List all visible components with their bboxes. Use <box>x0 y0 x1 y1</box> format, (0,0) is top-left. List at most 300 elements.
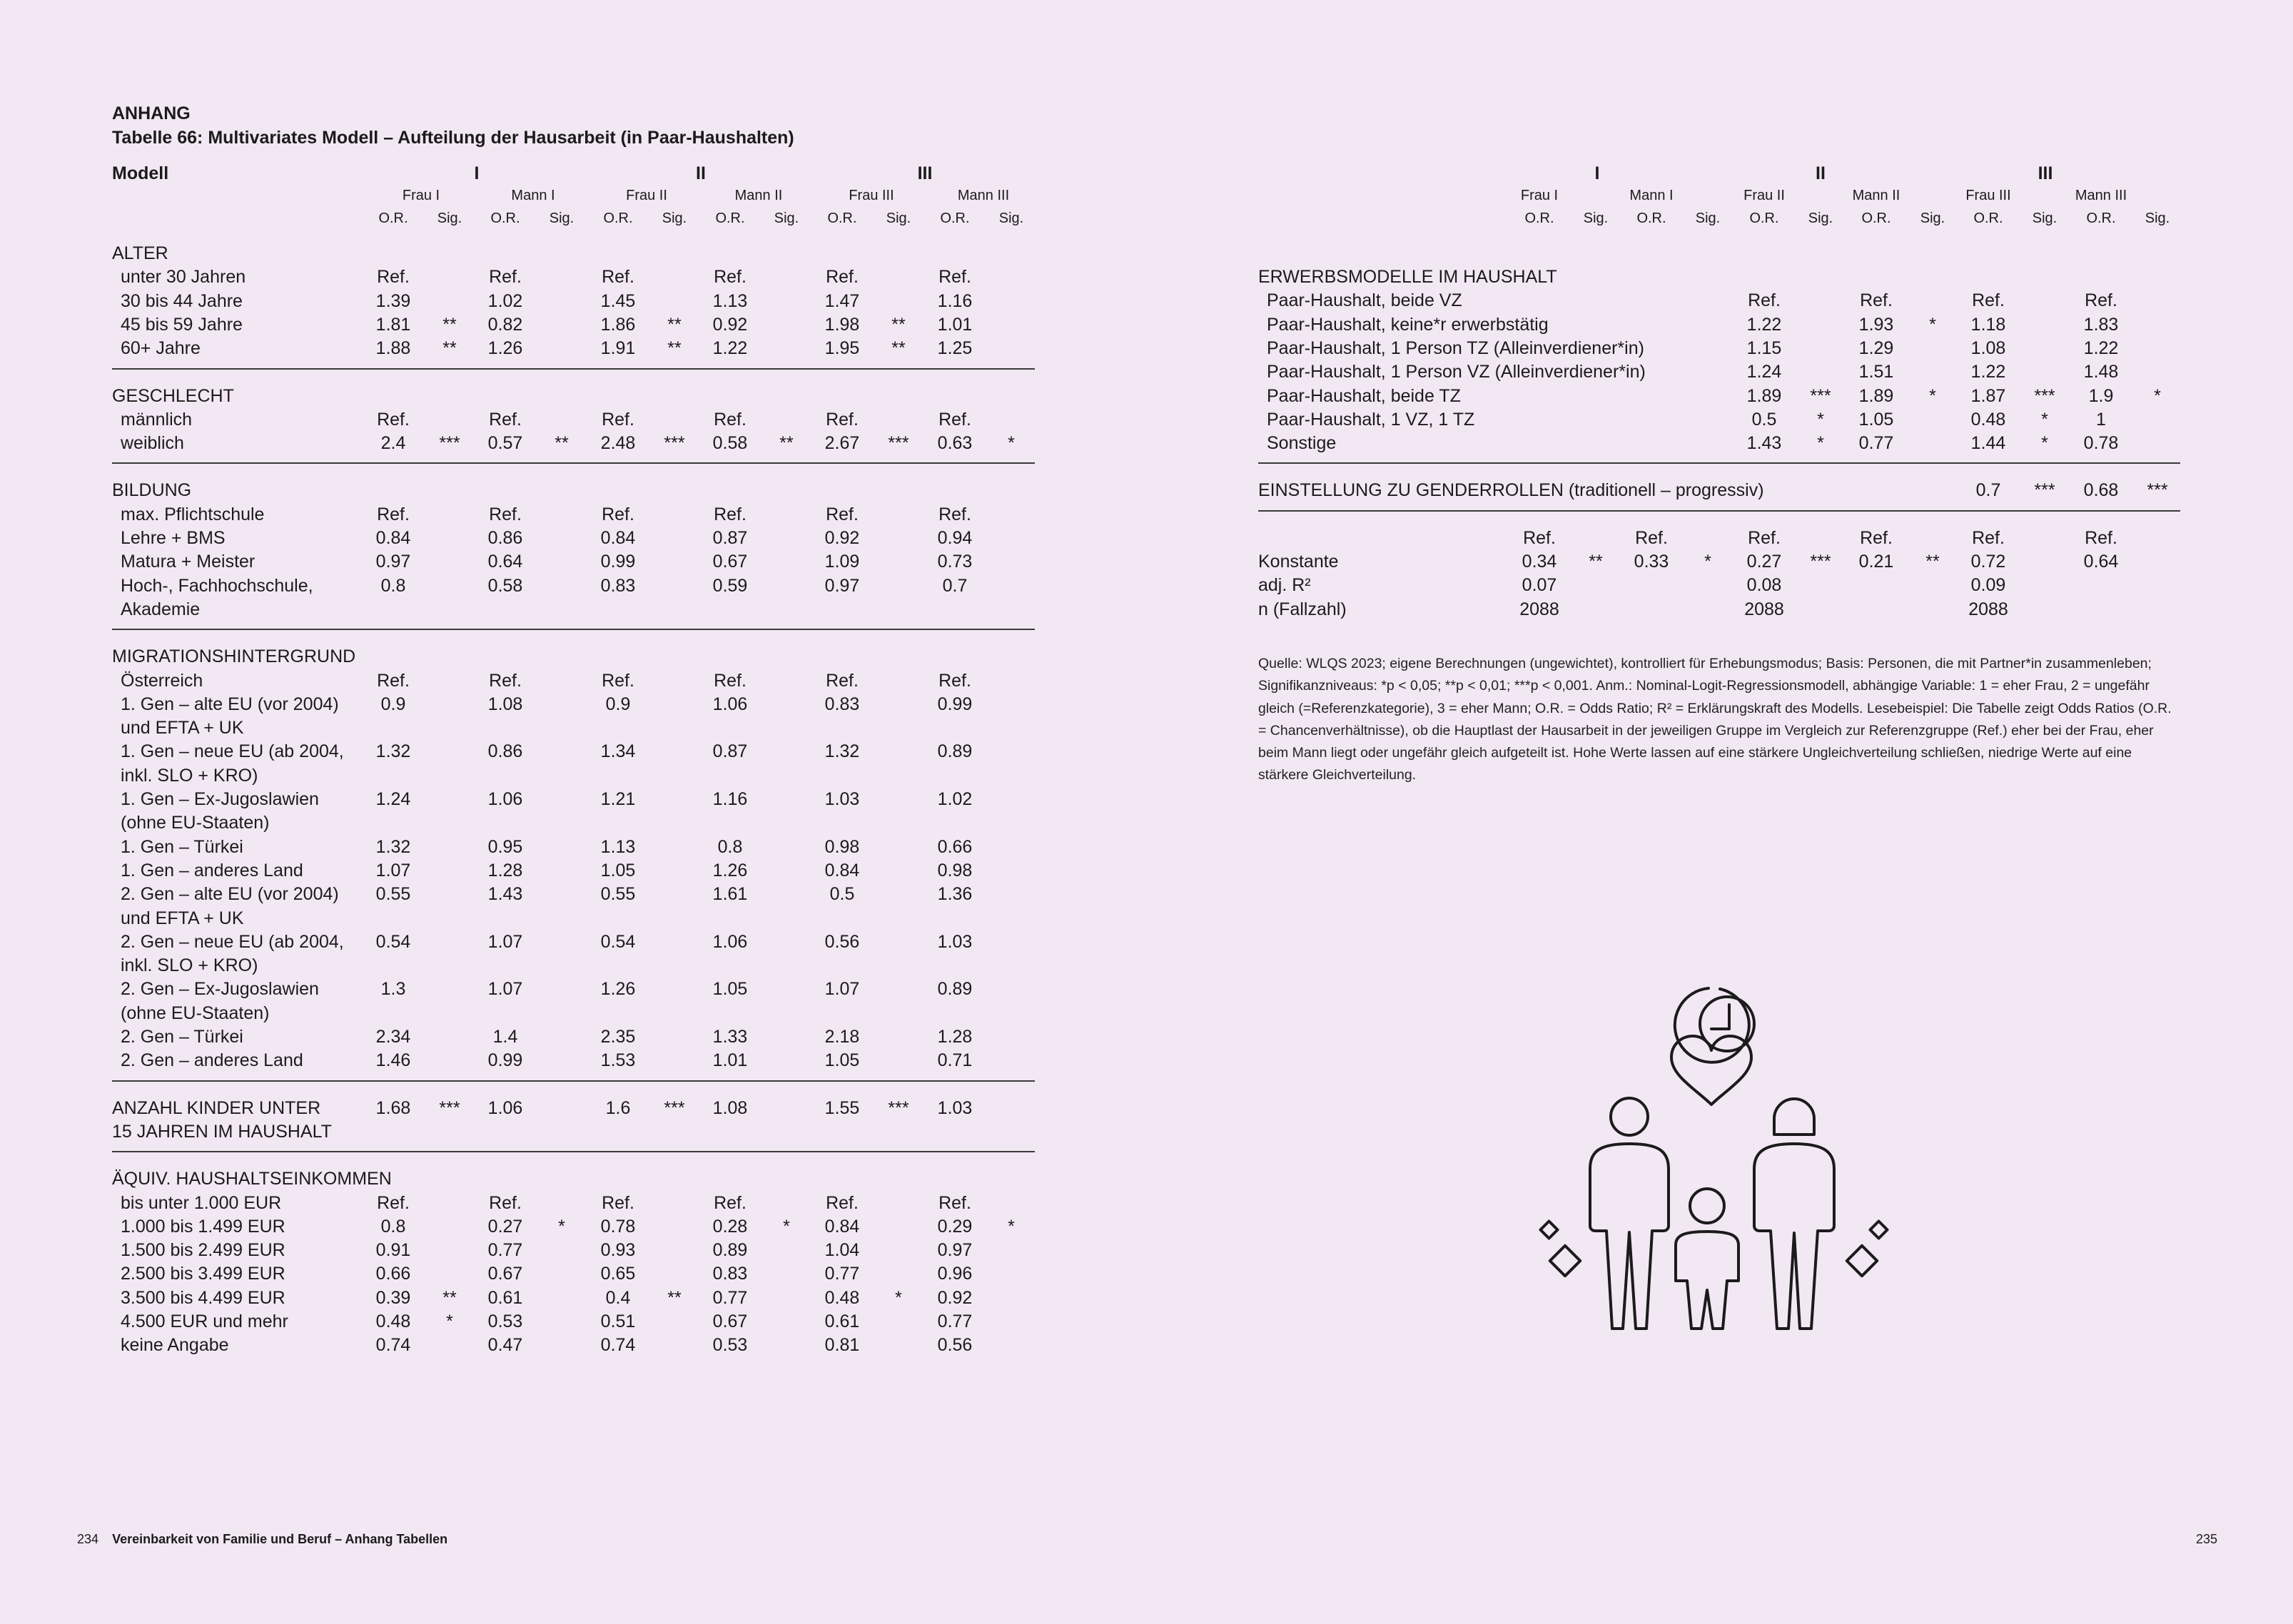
or-value: 2088 <box>1968 599 2008 619</box>
or-value: 0.59 <box>712 575 748 596</box>
or-value: 0.77 <box>712 1287 748 1308</box>
or-value: Ref. <box>377 409 410 430</box>
or-value: 1.34 <box>600 741 636 762</box>
row-label: inkl. SLO + KRO) <box>121 955 258 976</box>
row-label: weiblich <box>121 433 184 454</box>
or-value: 1.95 <box>824 338 860 359</box>
or-value: 1.07 <box>487 979 523 1000</box>
subgroup-label: Frau I <box>402 188 440 203</box>
or-value: Ref. <box>714 670 746 691</box>
or-value: 0.92 <box>712 314 748 335</box>
or-value: 1.36 <box>937 884 973 905</box>
or-column-label: O.R. <box>2086 210 2116 226</box>
or-value: 0.86 <box>487 741 523 762</box>
or-value: 0.67 <box>487 1264 523 1284</box>
or-column-label: O.R. <box>1636 210 1666 226</box>
row-label: 45 bis 59 Jahre <box>121 314 243 335</box>
row-label: 30 bis 44 Jahre <box>121 290 243 311</box>
significance-mark: ** <box>442 1287 457 1308</box>
or-value: 0.96 <box>937 1264 973 1284</box>
or-value: 0.21 <box>1858 552 1894 572</box>
or-value: Ref. <box>938 1192 971 1213</box>
or-value: 0.86 <box>487 528 523 548</box>
or-value: 1.81 <box>375 314 411 335</box>
significance-mark: *** <box>1810 552 1831 572</box>
subgroup-label: Mann III <box>957 188 1010 203</box>
or-value: 0.74 <box>375 1335 411 1356</box>
or-value: 0.53 <box>487 1311 523 1331</box>
sig-column-label: Sig. <box>662 210 687 226</box>
or-value: Ref. <box>714 504 746 524</box>
or-value: Ref. <box>1635 527 1668 548</box>
section-divider <box>112 1151 1035 1152</box>
or-value: 2.18 <box>824 1027 860 1047</box>
or-value: 1.32 <box>375 836 411 857</box>
significance-mark: * <box>1929 385 1936 406</box>
or-value: Ref. <box>826 670 859 691</box>
or-value: 0.72 <box>1970 552 2006 572</box>
significance-mark: ** <box>1925 552 1940 572</box>
significance-mark: * <box>1929 314 1936 335</box>
row-label: n (Fallzahl) <box>1258 599 1347 619</box>
or-value: 1.28 <box>487 860 523 880</box>
or-value: 0.5 <box>1751 409 1777 430</box>
section-divider <box>1258 462 2180 464</box>
significance-mark: ** <box>779 433 794 454</box>
footer-left <box>77 1532 447 1547</box>
or-value: 0.51 <box>600 1311 636 1331</box>
or-value: 1.22 <box>1970 362 2006 382</box>
or-value: Ref. <box>602 1192 634 1213</box>
or-value: 1.47 <box>824 290 860 311</box>
row-label: 60+ Jahre <box>121 338 201 359</box>
or-value: 0.84 <box>375 528 411 548</box>
or-value: 0.28 <box>712 1216 748 1237</box>
subgroup-label: Frau III <box>849 188 894 203</box>
group-label: II <box>1816 163 1826 183</box>
or-value: 1.13 <box>600 836 636 857</box>
or-value: Ref. <box>377 1192 410 1213</box>
significance-mark: * <box>783 1216 790 1237</box>
or-value: 0.58 <box>487 575 523 596</box>
or-column-label: O.R. <box>715 210 745 226</box>
or-value: 0.27 <box>1746 552 1782 572</box>
sig-column-label: Sig. <box>437 210 462 226</box>
or-value: 1.32 <box>375 741 411 762</box>
section-title: ÄQUIV. HAUSHALTSEINKOMMEN <box>112 1169 392 1189</box>
or-value: 1.08 <box>1970 338 2006 358</box>
significance-mark: *** <box>2147 480 2168 501</box>
or-value: 1.21 <box>600 789 636 809</box>
row-label: ANZAHL KINDER UNTER <box>112 1097 321 1118</box>
or-value: 1.06 <box>487 789 523 809</box>
section-divider <box>112 368 1035 370</box>
or-value: 0.82 <box>487 314 523 335</box>
or-value: 0.55 <box>375 884 411 905</box>
significance-mark: *** <box>888 1097 909 1118</box>
row-label: Paar-Haushalt, beide VZ <box>1267 290 1462 311</box>
or-value: Ref. <box>377 267 410 288</box>
row-label: bis unter 1.000 EUR <box>121 1192 282 1213</box>
significance-mark: * <box>558 1216 565 1237</box>
table-title: Tabelle 66: Multivariates Modell – Aufteilung der Hausarbeit (in Paar-Haushalten) <box>112 128 794 148</box>
or-value: 0.84 <box>824 1216 860 1237</box>
or-value: 1.91 <box>600 338 636 359</box>
or-value: Ref. <box>1972 527 2005 548</box>
page-number-left: 234 <box>77 1532 99 1546</box>
or-value: 1.05 <box>600 860 636 880</box>
row-label: (ohne EU-Staaten) <box>121 1003 270 1023</box>
or-value: 0.54 <box>600 931 636 952</box>
or-value: 1.55 <box>824 1097 860 1118</box>
group-label: I <box>474 163 480 183</box>
or-value: 0.65 <box>600 1264 636 1284</box>
sig-column-label: Sig. <box>886 210 911 226</box>
or-value: 0.73 <box>937 552 973 572</box>
or-value: Ref. <box>602 504 634 524</box>
or-value: 1.22 <box>1746 314 1782 335</box>
or-value: 0.53 <box>712 1335 748 1356</box>
or-value: 1.83 <box>2083 314 2119 335</box>
or-column-label: O.R. <box>603 210 633 226</box>
or-value: Ref. <box>938 670 971 691</box>
or-value: 0.83 <box>600 575 636 596</box>
or-value: 1.89 <box>1746 385 1782 406</box>
or-value: 1.26 <box>600 979 636 1000</box>
or-value: 1.05 <box>712 979 748 1000</box>
row-label: unter 30 Jahren <box>121 267 246 288</box>
or-value: 1.46 <box>375 1050 411 1071</box>
or-value: 0.97 <box>824 575 860 596</box>
sig-column-label: Sig. <box>1808 210 1833 226</box>
or-value: 1.3 <box>380 979 406 1000</box>
or-value: 1.05 <box>824 1050 860 1071</box>
or-value: 1.03 <box>824 789 860 809</box>
or-value: 1.89 <box>1858 385 1894 406</box>
significance-mark: * <box>2041 409 2048 430</box>
or-value: 1.03 <box>937 931 973 952</box>
sig-column-label: Sig. <box>2145 210 2170 226</box>
or-value: 0.9 <box>605 694 631 714</box>
subgroup-label: Frau II <box>1743 188 1785 203</box>
or-value: 1.87 <box>1970 385 2006 406</box>
row-label: Sonstige <box>1267 433 1337 454</box>
or-column-label: O.R. <box>827 210 857 226</box>
row-label: 1. Gen – neue EU (ab 2004, <box>121 741 344 762</box>
or-value: 1.07 <box>375 860 411 880</box>
or-value: 0.61 <box>487 1287 523 1308</box>
significance-mark: ** <box>442 314 457 335</box>
row-label: 4.500 EUR und mehr <box>121 1311 288 1331</box>
source-note: Quelle: WLQS 2023; eigene Berechnungen (ungewichtet), kontrolliert für Erhebungsmodus; Basis: Personen, die mit Partner*in zusammenleben; Signifikanzniveaus: *p < 0,05; **p < 0,01; ***p < 0,001. Anm.: Nominal-Logit-Regressionsmodell, abhängige Variable: 1 = eher Frau, 2 = ungefähr gleich (=Referenzkategorie), 3 = eher Mann; O.R. = Odds Ratio; R² = Erklärungskraft des Modells. Lesebeispiel: Die Tabelle zeigt Odds Ratios (O.R. = Chancenverhältnisse), ob die Hauptlast der Hausarbeit in der jeweiligen Gruppe im Vergleich zur Referenzgruppe (Ref.) eher bei der Frau, eher beim Mann liegt oder ungefähr gleich aufgeteilt ist. Hohe Werte lassen auf eine stärkere Ungleichverteilung schließen, niedrige Werte auf eine stärkere Gleichverteilung. <box>1258 656 2172 783</box>
or-value: 0.4 <box>605 1287 631 1308</box>
row-label: 2.500 bis 3.499 EUR <box>121 1264 285 1284</box>
significance-mark: *** <box>664 1097 685 1118</box>
significance-mark: *** <box>439 1097 460 1118</box>
or-value: 0.07 <box>1522 575 1557 596</box>
or-value: 1.9 <box>2088 385 2114 406</box>
or-value: 1.04 <box>824 1240 860 1261</box>
or-value: Ref. <box>826 1192 859 1213</box>
or-value: Ref. <box>714 1192 746 1213</box>
significance-mark: ** <box>1589 552 1603 572</box>
or-value: 1.51 <box>1858 362 1894 382</box>
group-label: II <box>696 163 706 183</box>
or-value: 0.83 <box>824 694 860 714</box>
or-value: Ref. <box>826 267 859 288</box>
sig-column-label: Sig. <box>1583 210 1609 226</box>
significance-mark: ** <box>442 338 457 359</box>
or-value: 0.8 <box>717 836 743 857</box>
or-value: Ref. <box>489 504 522 524</box>
or-value: 0.98 <box>937 860 973 880</box>
or-value: Ref. <box>826 409 859 430</box>
or-value: 1.03 <box>937 1097 973 1118</box>
or-value: 1.26 <box>487 338 523 359</box>
row-label: 1. Gen – alte EU (vor 2004) <box>121 694 339 714</box>
row-label: 1. Gen – Türkei <box>121 836 243 857</box>
significance-mark: ** <box>891 338 906 359</box>
row-label: (ohne EU-Staaten) <box>121 813 270 833</box>
or-value: Ref. <box>938 504 971 524</box>
or-value: 0.66 <box>937 836 973 857</box>
or-value: 0.71 <box>937 1050 973 1071</box>
subgroup-label: Frau I <box>1520 188 1559 203</box>
group-label: III <box>917 163 933 183</box>
or-value: Ref. <box>1860 290 1893 311</box>
or-value: 0.7 <box>1975 480 2001 501</box>
or-value: 1.25 <box>937 338 973 359</box>
or-value: 1.44 <box>1970 433 2006 454</box>
or-value: 1.09 <box>824 552 860 572</box>
or-value: 1.01 <box>712 1050 748 1071</box>
or-value: Ref. <box>1523 527 1556 548</box>
significance-mark: ** <box>667 314 682 335</box>
or-value: 0.74 <box>600 1335 636 1356</box>
or-value: 0.99 <box>937 694 973 714</box>
or-value: 1.45 <box>600 290 636 311</box>
model-label: Modell <box>112 163 169 183</box>
row-label: EINSTELLUNG ZU GENDERROLLEN (traditionell – progressiv) <box>1258 480 1764 501</box>
or-value: 1.06 <box>712 931 748 952</box>
row-label: 1.000 bis 1.499 EUR <box>121 1216 285 1237</box>
or-value: 0.47 <box>487 1335 523 1356</box>
or-value: 0.87 <box>712 528 748 548</box>
or-value: 0.78 <box>600 1216 636 1237</box>
significance-mark: *** <box>888 433 909 454</box>
or-value: Ref. <box>489 267 522 288</box>
or-value: 2.34 <box>375 1027 411 1047</box>
or-value: 0.29 <box>937 1216 973 1237</box>
or-value: Ref. <box>1748 527 1781 548</box>
or-value: 0.77 <box>487 1240 523 1261</box>
subgroup-label: Mann II <box>1852 188 1900 203</box>
or-value: 0.77 <box>824 1264 860 1284</box>
significance-mark: * <box>2041 433 2048 454</box>
or-value: 0.64 <box>2083 552 2119 572</box>
or-value: 2.67 <box>824 433 860 454</box>
significance-mark: * <box>895 1287 902 1308</box>
or-value: 1.61 <box>712 884 748 905</box>
row-label: 15 JAHREN IM HAUSHALT <box>112 1121 332 1142</box>
or-value: Ref. <box>602 409 634 430</box>
or-value: 0.98 <box>824 836 860 857</box>
subgroup-label: Frau III <box>1965 188 2011 203</box>
or-value: 1.86 <box>600 314 636 335</box>
or-value: 0.77 <box>937 1311 973 1331</box>
or-value: Ref. <box>714 409 746 430</box>
or-value: 0.84 <box>600 528 636 548</box>
or-value: 0.81 <box>824 1335 860 1356</box>
or-value: 2.48 <box>600 433 636 454</box>
or-value: 0.95 <box>487 836 523 857</box>
row-label: keine Angabe <box>121 1335 229 1356</box>
or-value: Ref. <box>938 409 971 430</box>
row-label: Paar-Haushalt, 1 Person TZ (Alleinverdiener*in) <box>1267 338 1644 358</box>
or-value: 1.01 <box>937 314 973 335</box>
row-label: max. Pflichtschule <box>121 504 265 524</box>
or-value: Ref. <box>602 670 634 691</box>
or-value: Ref. <box>2085 527 2117 548</box>
or-value: 0.99 <box>600 552 636 572</box>
or-value: 1.93 <box>1858 314 1894 335</box>
or-column-label: O.R. <box>940 210 970 226</box>
or-value: 1.28 <box>937 1027 973 1047</box>
row-label: und EFTA + UK <box>121 908 244 928</box>
sig-column-label: Sig. <box>2032 210 2057 226</box>
significance-mark: *** <box>2034 480 2055 501</box>
or-value: 1.06 <box>487 1097 523 1118</box>
section-divider <box>112 1080 1035 1082</box>
sig-column-label: Sig. <box>1695 210 1721 226</box>
or-value: 0.68 <box>2083 480 2119 501</box>
or-value: 2.35 <box>600 1027 636 1047</box>
or-value: 0.08 <box>1746 575 1782 596</box>
or-value: 0.83 <box>712 1264 748 1284</box>
or-value: 1.06 <box>712 694 748 714</box>
or-value: 0.48 <box>824 1287 860 1308</box>
section-divider <box>112 462 1035 464</box>
significance-mark: * <box>1008 1216 1015 1237</box>
or-value: 0.91 <box>375 1240 411 1261</box>
row-label: 2. Gen – alte EU (vor 2004) <box>121 884 339 905</box>
subgroup-label: Mann III <box>2075 188 2127 203</box>
or-value: 1.6 <box>605 1097 631 1118</box>
or-value: 1.22 <box>712 338 748 359</box>
row-label: 1.500 bis 2.499 EUR <box>121 1240 285 1261</box>
or-column-label: O.R. <box>1749 210 1779 226</box>
or-value: 0.99 <box>487 1050 523 1071</box>
subgroup-label: Mann I <box>511 188 555 203</box>
sig-column-label: Sig. <box>774 210 799 226</box>
or-value: 0.87 <box>712 741 748 762</box>
or-value: 1.53 <box>600 1050 636 1071</box>
or-value: 1.02 <box>937 789 973 809</box>
row-label: 2. Gen – Ex-Jugoslawien <box>121 979 319 1000</box>
subgroup-label: Frau II <box>626 188 667 203</box>
row-label: 2. Gen – Türkei <box>121 1027 243 1047</box>
or-value: Ref. <box>489 409 522 430</box>
or-column-label: O.R. <box>490 210 520 226</box>
or-value: 0.39 <box>375 1287 411 1308</box>
or-value: Ref. <box>2085 290 2117 311</box>
significance-mark: * <box>1008 433 1015 454</box>
row-label: 1. Gen – Ex-Jugoslawien <box>121 789 319 809</box>
row-label: inkl. SLO + KRO) <box>121 765 258 786</box>
or-value: 0.57 <box>487 433 523 454</box>
or-value: Ref. <box>489 1192 522 1213</box>
row-label: Paar-Haushalt, keine*r erwerbstätig <box>1267 314 1549 335</box>
sig-column-label: Sig. <box>549 210 574 226</box>
or-value: 0.9 <box>380 694 406 714</box>
or-value: 0.97 <box>937 1240 973 1261</box>
or-value: Ref. <box>1860 527 1893 548</box>
or-value: 1.13 <box>712 290 748 311</box>
row-label: 2. Gen – neue EU (ab 2004, <box>121 931 344 952</box>
group-label: III <box>2038 163 2053 183</box>
or-value: 0.66 <box>375 1264 411 1284</box>
or-value: 0.92 <box>824 528 860 548</box>
subgroup-label: Mann I <box>1629 188 1674 203</box>
subgroup-label: Mann II <box>734 188 783 203</box>
or-value: 1 <box>2096 409 2106 430</box>
or-value: 0.94 <box>937 528 973 548</box>
or-value: 0.89 <box>937 979 973 1000</box>
document-header <box>112 101 794 150</box>
or-value: 0.61 <box>824 1311 860 1331</box>
section-title: ERWERBSMODELLE IM HAUSHALT <box>1258 267 1557 287</box>
or-value: 0.56 <box>824 931 860 952</box>
row-label: männlich <box>121 409 193 430</box>
or-value: 1.32 <box>824 741 860 762</box>
or-value: 2088 <box>1744 599 1784 619</box>
significance-mark: *** <box>664 433 685 454</box>
significance-mark: *** <box>1810 385 1831 406</box>
significance-mark: *** <box>2034 385 2055 406</box>
significance-mark: * <box>446 1311 453 1331</box>
or-value: 0.48 <box>375 1311 411 1331</box>
row-label: Paar-Haushalt, beide TZ <box>1267 385 1461 406</box>
or-value: 1.16 <box>712 789 748 809</box>
or-value: 0.63 <box>937 433 973 454</box>
or-value: 0.54 <box>375 931 411 952</box>
or-value: 0.84 <box>824 860 860 880</box>
row-label: Akademie <box>121 599 201 619</box>
or-value: Ref. <box>489 670 522 691</box>
or-value: 1.07 <box>487 931 523 952</box>
or-value: Ref. <box>826 504 859 524</box>
significance-mark: ** <box>667 1287 682 1308</box>
or-value: 0.56 <box>937 1335 973 1356</box>
row-label: Matura + Meister <box>121 552 255 572</box>
or-value: 1.68 <box>375 1097 411 1118</box>
or-value: 1.22 <box>2083 338 2119 358</box>
row-label: Hoch-, Fachhochschule, <box>121 575 313 596</box>
or-value: Ref. <box>377 670 410 691</box>
or-value: 0.92 <box>937 1287 973 1308</box>
or-value: 0.48 <box>1970 409 2006 430</box>
or-value: 1.29 <box>1858 338 1894 358</box>
or-value: 0.78 <box>2083 433 2119 454</box>
or-value: Ref. <box>1748 290 1781 311</box>
or-value: 0.97 <box>375 552 411 572</box>
or-value: 0.34 <box>1522 552 1557 572</box>
or-value: 1.05 <box>1858 409 1894 430</box>
or-value: 0.67 <box>712 552 748 572</box>
row-label: adj. R² <box>1258 575 1311 596</box>
or-value: 1.08 <box>712 1097 748 1118</box>
or-value: Ref. <box>1972 290 2005 311</box>
